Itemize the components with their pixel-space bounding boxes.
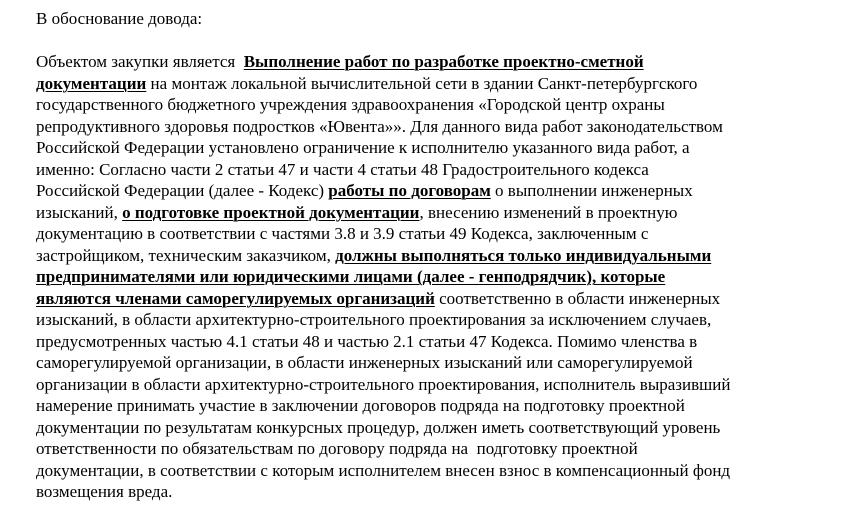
paragraph-line: [36, 438, 836, 460]
paragraph-line: [36, 309, 836, 331]
text-run: соответственно в области инженерных: [434, 288, 721, 308]
text-run: документации по результатам конкурсных процедур, должен иметь соответствующий уровень: [36, 417, 721, 437]
emphasized-text: являются членами саморегулируемых организаций: [36, 288, 435, 308]
paragraph-line: [36, 180, 836, 202]
section-heading: В обоснование довода:: [36, 9, 203, 28]
text-run: изысканий,: [36, 202, 123, 222]
emphasized-text: должны выполняться только индивидуальными: [335, 245, 712, 265]
text-run: о выполнении инженерных: [490, 181, 693, 200]
text-run: ответственности по обязательствам по договору подряда на подготовку проектной: [36, 439, 638, 458]
text-run: организации в области архитектурно-строительного проектирования, исполнитель выразивший: [36, 374, 731, 394]
paragraph-line: [36, 245, 836, 267]
paragraph-line: [36, 94, 836, 116]
text-run: Российской Федерации (далее - Кодекс): [36, 181, 329, 200]
paragraph-line: [36, 116, 836, 138]
emphasized-text: предпринимателями или юридическими лицами (далее - генподрядчик), которые: [36, 267, 666, 286]
document-page: [36, 8, 836, 503]
paragraph-line: [36, 266, 836, 288]
emphasized-text: Выполнение работ по разработке проектно-сметной: [243, 52, 644, 71]
paragraph-line: [36, 417, 836, 439]
text-run: намерение принимать участие в заключении договоров подряда на подготовку проектной: [36, 396, 685, 415]
text-run: изысканий, в области архитектурно-строительного проектирования за исключением случаев,: [36, 310, 712, 329]
text-run: Российской Федерации установлено ограничение к исполнителю указанного вида работ, а: [36, 138, 690, 157]
paragraph-line: [36, 374, 836, 396]
text-run: на монтаж локальной вычислительной сети в здании Санкт-петербургского: [146, 73, 698, 93]
text-run: предусмотренных частью 4.1 статьи 48 и частью 2.1 статьи 47 Кодекса. Помимо членства в: [36, 331, 698, 351]
text-run: государственного бюджетного учреждения здравоохранения «Городской центр охраны: [36, 95, 665, 114]
justification-paragraph: [36, 51, 836, 503]
paragraph-line: [36, 288, 836, 310]
paragraph-line: [36, 51, 836, 73]
paragraph-line: [36, 73, 836, 95]
emphasized-text: работы по договорам: [328, 181, 491, 200]
text-run: Объектом закупки является: [36, 52, 244, 71]
text-run: , внесению изменений в проектную: [419, 202, 678, 222]
emphasized-text: документации: [36, 73, 147, 93]
paragraph-line: [36, 481, 836, 503]
paragraph-line: [36, 352, 836, 374]
text-run: репродуктивного здоровья подростков «Ювента»». Для данного вида работ законодательством: [36, 116, 723, 136]
text-run: застройщиком, техническим заказчиком,: [36, 245, 336, 265]
paragraph-line: [36, 159, 836, 181]
paragraph-line: [36, 395, 836, 417]
text-run: возмещения вреда.: [36, 482, 173, 501]
paragraph-line: [36, 460, 836, 482]
paragraph-line: [36, 223, 836, 245]
text-run: документации, в соответствии с которым исполнителем внесен взнос в компенсационный фонд: [36, 460, 731, 480]
text-run: именно: Согласно части 2 статьи 47 и части 4 статьи 48 Градостроительного кодекса: [36, 159, 649, 179]
text-run: документацию в соответствии с частями 3.8 и 3.9 статьи 49 Кодекса, заключенным с: [36, 224, 649, 243]
paragraph-line: [36, 202, 836, 224]
text-run: саморегулируемой организации, в области инженерных изысканий или саморегулируемой: [36, 353, 693, 372]
paragraph-line: [36, 331, 836, 353]
paragraph-line: [36, 137, 836, 159]
emphasized-text: о подготовке проектной документации: [122, 202, 420, 222]
